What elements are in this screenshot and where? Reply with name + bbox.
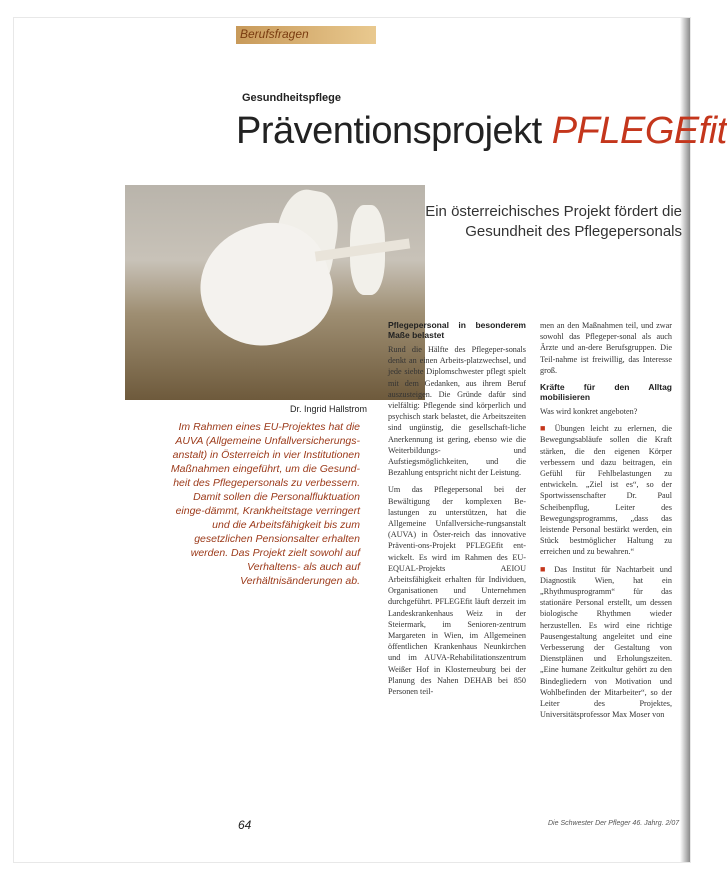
title-accent: PFLEGEfit bbox=[551, 110, 727, 152]
article-byline: Dr. Ingrid Hallstrom bbox=[290, 404, 368, 414]
body-paragraph: men an den Maßnahmen teil, und zwar sowohl das Pflegeper-sonal als auch Ärzte und an-dere Berufsgruppen. Die Teil-nahme ist freiwillig, das Interesse groß. bbox=[540, 321, 672, 375]
article-kicker: Gesundheitspflege bbox=[242, 92, 342, 104]
red-square-bullet-icon: ■ bbox=[540, 423, 550, 434]
title-main: Präventionsprojekt bbox=[236, 110, 542, 152]
bullet-paragraph bbox=[540, 423, 672, 557]
article-subtitle: Ein österreichisches Projekt fördert die Gesundheit des Pflegepersonals bbox=[425, 203, 682, 240]
bullet-paragraph bbox=[540, 564, 672, 721]
body-paragraph: Was wird konkret angeboten? bbox=[540, 407, 638, 417]
article-title bbox=[236, 110, 727, 153]
journal-footer: Die Schwester Der Pfleger 46. Jahrg. 2/07 bbox=[548, 820, 680, 827]
page-number: 64 bbox=[238, 818, 252, 832]
article-intro: Im Rahmen eines EU-Projektes hat die AUVA (Allgemeine Unfallversicherungs-anstalt) in Österreich in vier Institutionen Maßnahmen eingeführt, um die Gesund-heit des Pflegepersonals zu verbessern. Damit sollen die Personalfluktuation einge-dämmt, Krankheitstage verringert und die Arbeitsfähigkeit bis zum gesetzlichen Pensionsalter erhalten werden. Das Projekt zielt sowohl auf Verhaltens- als auch auf Verhältnisänderungen ab. bbox=[170, 421, 360, 587]
bullet-text: Das Institut für Nachtarbeit und Diagnostik Wien, hat ein „Rhythmusprogramm“ für das stationäre Personal erstellt, um dessen biologische Rhythmen wieder herzustellen. Es wird eine richtige Pausengestaltung angeleitet und eine Verbesserung der Gestaltung von Dienstplänen und Erholungszeiten. „Eine humane Zeitkultur gehört zu den Bindegliedern von Motivation und Wohlbefinden der Mitarbeiter“, so der Leiter des Projektes, Universitätsprofessor Max Moser von bbox=[540, 564, 673, 720]
text-column-middle bbox=[388, 320, 526, 703]
column-heading: Kräfte für den Alltag mobilisieren bbox=[540, 382, 672, 403]
article-photo bbox=[125, 185, 425, 400]
body-paragraph: Rund die Hälfte des Pflegeper-sonals denkt an einen Arbeits-platzwechsel, und jede siebte Diplomschwester pflegt spielt mit dem Gedanken, aus ihrem Beruf auszusteigen. Die Gründe dafür sind vielfältig: Pflegende sind körperlich und psychisch stark belastet, die Arbeitszeiten sind ungünstig, die gesellschaft-liche Anerkennung ist gering, ebenso wie die Weiterbildungs- und Aufstiegsmöglichkeiten, und die Bezahlung entspricht nicht der Leistung. bbox=[388, 345, 526, 478]
red-square-bullet-icon: ■ bbox=[540, 563, 549, 574]
bullet-text: Übungen leicht zu erlernen, die Bewegungsabläufe sollen die Kraft stärken, die den eigenen Körper verbessern und dazu beitragen, ein Gefühl für Fehlbelastungen zu entwickeln. „Ziel ist es“, so der Sportwissenschafter Dr. Paul Scheibenpflug, Leiter des Bewegungsprogramms, „dass das leistende Personal bestärkt werden, ein Stück bestmöglicher Haltung zu erreichen und zu bewahren.“ bbox=[540, 424, 673, 557]
section-label: Berufsfragen bbox=[240, 27, 309, 41]
column-heading: Pflegepersonal in besonderem Maße belastet bbox=[388, 320, 526, 340]
body-paragraph: Um das Pflegepersonal bei der Bewältigung der komplexen Be-lastungen zu unterstützen, hat die Allgemeine Unfallversiche-rungsanstalt (AUVA) in Öster-reich das innovative Präventi-ons-Projekt PFLEGEfit ent-wickelt. Es wird im Rahmen des EU-EQUAL-Projekts AEIOU Arbeitsfähigkeit erhalten für Individuen, Organisationen und Unternehmen durchgeführt. PFLEGEfit läuft derzeit im Landeskrankenhaus Weiz in der Steiermark, im Senioren-zentrum Margareten in Wien, im Allgemeinen öffentlichen Krankenhaus Neunkirchen und im AUVA-Rehabilitationszentrum Weißer Hof in Klosterneuburg bei der Planung des Nahen DEHAB bei 850 Personen teil- bbox=[388, 485, 526, 697]
text-column-right bbox=[540, 320, 672, 727]
